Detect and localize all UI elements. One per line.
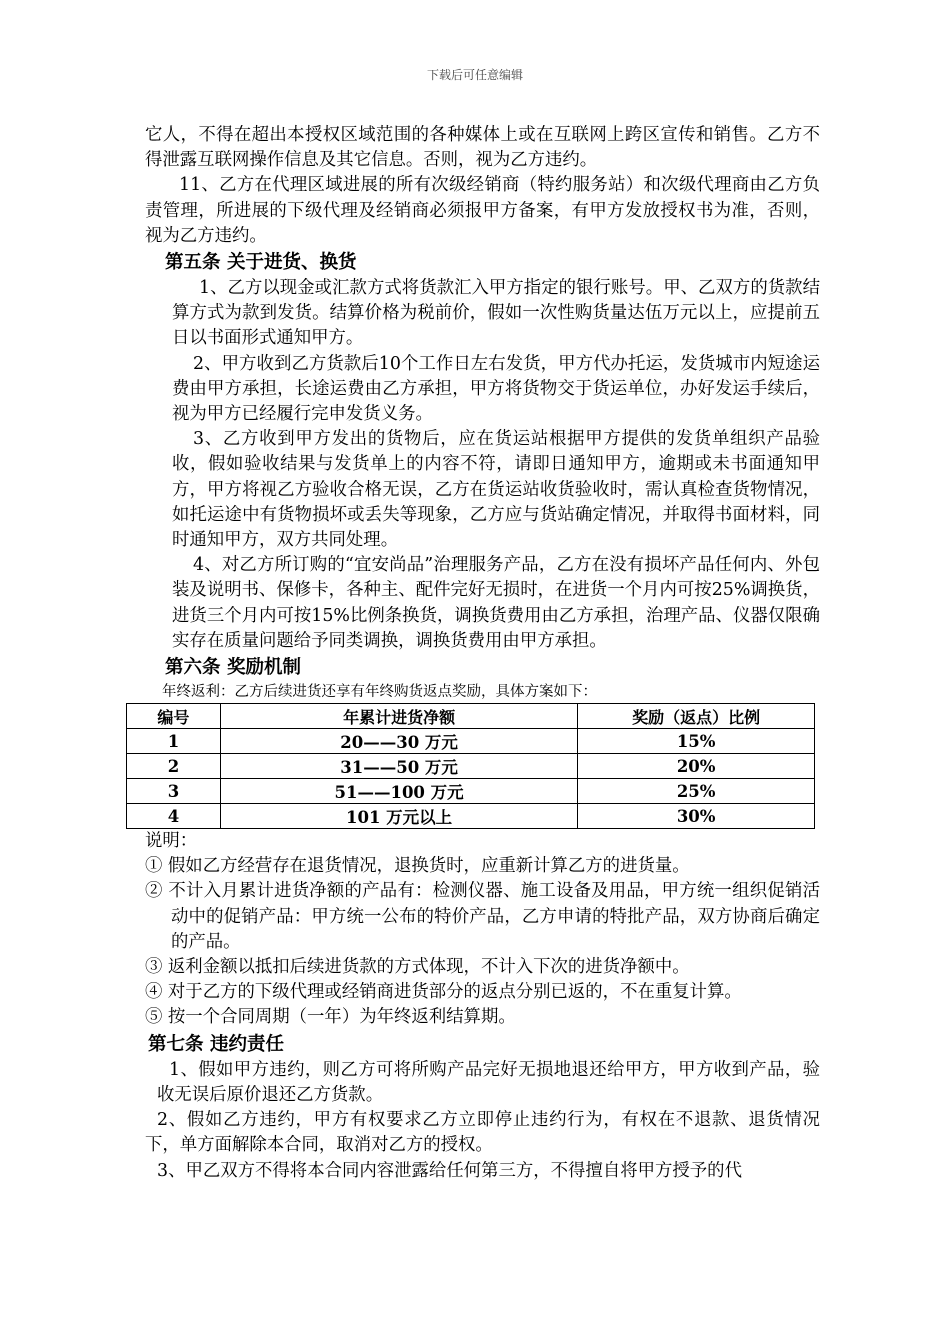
note-item: ① 假如乙方经营存在退货情况，退换货时，应重新计算乙方的进货量。 (145, 856, 690, 877)
article-5-title: 第五条 关于进货、换货 (165, 252, 357, 274)
article-7-clause-1: 1、假如甲方违约，则乙方可将所购产品完好无损地退还给甲方，甲方收到产品，验收无误后原价退还乙方货款。 (157, 1059, 820, 1105)
table-row (127, 754, 815, 779)
header-cell-amount: 年累计进货净额 (220, 704, 577, 729)
article-5-clause-4: 4、对乙方所订购的“宜安尚品”治理服务产品，乙方在没有损坏产品任何内、外包装及说明书、保修卡，各种主、配件完好无损时，在进货一个月内可按25%调换货，进货三个月内可按15%比例条换货，调换货费用由乙方承担，治理产品、仪器仅限确实存在质量问题给予同类调换，调换货费用由甲方承担。 (172, 555, 820, 651)
cell-ratio: 15% (578, 729, 815, 754)
cell-amount: 20——30 万元 (220, 729, 577, 754)
clause-11: 11、乙方在代理区域进展的所有次级经销商（特约服务站）和次级代理商由乙方负责管理，所进展的下级代理及经销商必须报甲方备案，有甲方发放授权书为准，否则，视为乙方违约。 (145, 175, 820, 246)
cell-id: 4 (127, 804, 221, 829)
table-row (127, 779, 815, 804)
cell-amount: 101 万元以上 (220, 804, 577, 829)
article-7-title: 第七条 违约责任 (148, 1033, 284, 1055)
article-5-clause-2: 2、甲方收到乙方货款后10个工作日左右发货，甲方代办托运，发货城市内短途运费由甲方承担，长途运费由乙方承担，甲方将货物交于货运单位，办好发运手续后，视为甲方已经履行完申发货义务。 (172, 353, 820, 425)
note-item: ④ 对于乙方的下级代理或经销商进货部分的返点分别已返的，不在重复计算。 (145, 982, 742, 1003)
article-5-clause-1: 1、乙方以现金或汇款方式将货款汇入甲方指定的银行账号。甲、乙双方的货款结算方式为款到发货。结算价格为税前价，假如一次性购货量达伍万元以上，应提前五日以书面形式通知甲方。 (172, 278, 820, 349)
document-body (145, 123, 820, 1184)
table-row (127, 729, 815, 754)
cell-ratio: 25% (578, 779, 815, 804)
rebate-table (126, 703, 815, 829)
note-item: ⑤ 按一个合同周期（一年）为年终返利结算期。 (145, 1007, 516, 1028)
article-7-clause-2: 2、假如乙方违约，甲方有权要求乙方立即停止违约行为，有权在不退款、退货情况下，单方面解除本合同，取消对乙方的授权。 (145, 1110, 820, 1156)
cell-ratio: 20% (578, 754, 815, 779)
cell-id: 3 (127, 779, 221, 804)
continued-paragraph: 它人，不得在超出本授权区域范围的各种媒体上或在互联网上跨区宣传和销售。乙方不得泄露互联网操作信息及其它信息。否则，视为乙方违约。 (145, 125, 820, 171)
cell-id: 2 (127, 754, 221, 779)
cell-amount: 51——100 万元 (220, 779, 577, 804)
article-5-clause-3: 3、乙方收到甲方发出的货物后，应在货运站根据甲方提供的发货单组织产品验收，假如验收结果与发货单上的内容不符，请即日通知甲方，逾期或未书面通知甲方，甲方将视乙方验收合格无误，乙方在货运站收货验收时，需认真检查货物情况，如托运途中有货物损坏或丢失等现象，乙方应与货站确定情况，并取得书面材料，同时通知甲方，双方共同处理。 (172, 429, 820, 551)
article-7-clause-3: 3、甲乙双方不得将本合同内容泄露给任何第三方，不得擅自将甲方授予的代 (157, 1160, 742, 1181)
cell-ratio: 30% (578, 804, 815, 829)
cell-amount: 31——50 万元 (220, 754, 577, 779)
note-item: ③ 返利金额以抵扣后续进货款的方式体现，不计入下次的进货净额中。 (145, 957, 690, 978)
header-note: 下载后可任意编辑 (426, 68, 523, 82)
table-row (127, 804, 815, 829)
header-cell-id: 编号 (127, 704, 221, 729)
cell-id: 1 (127, 729, 221, 754)
note-item: ② 不计入月累计进货净额的产品有：检测仪器、施工设备及用品，甲方统一组织促销活动中的促销产品：甲方统一公布的特价产品，乙方申请的特批产品，双方协商后确定的产品。 (145, 881, 820, 952)
notes-label: 说明： (145, 831, 198, 852)
header-cell-ratio: 奖励（返点）比例 (578, 704, 815, 729)
table-header-row (127, 704, 815, 729)
rebate-intro: 年终返利：乙方后续进货还享有年终购货返点奖励，具体方案如下： (162, 684, 597, 701)
article-6-title: 第六条 奖励机制 (165, 657, 301, 679)
